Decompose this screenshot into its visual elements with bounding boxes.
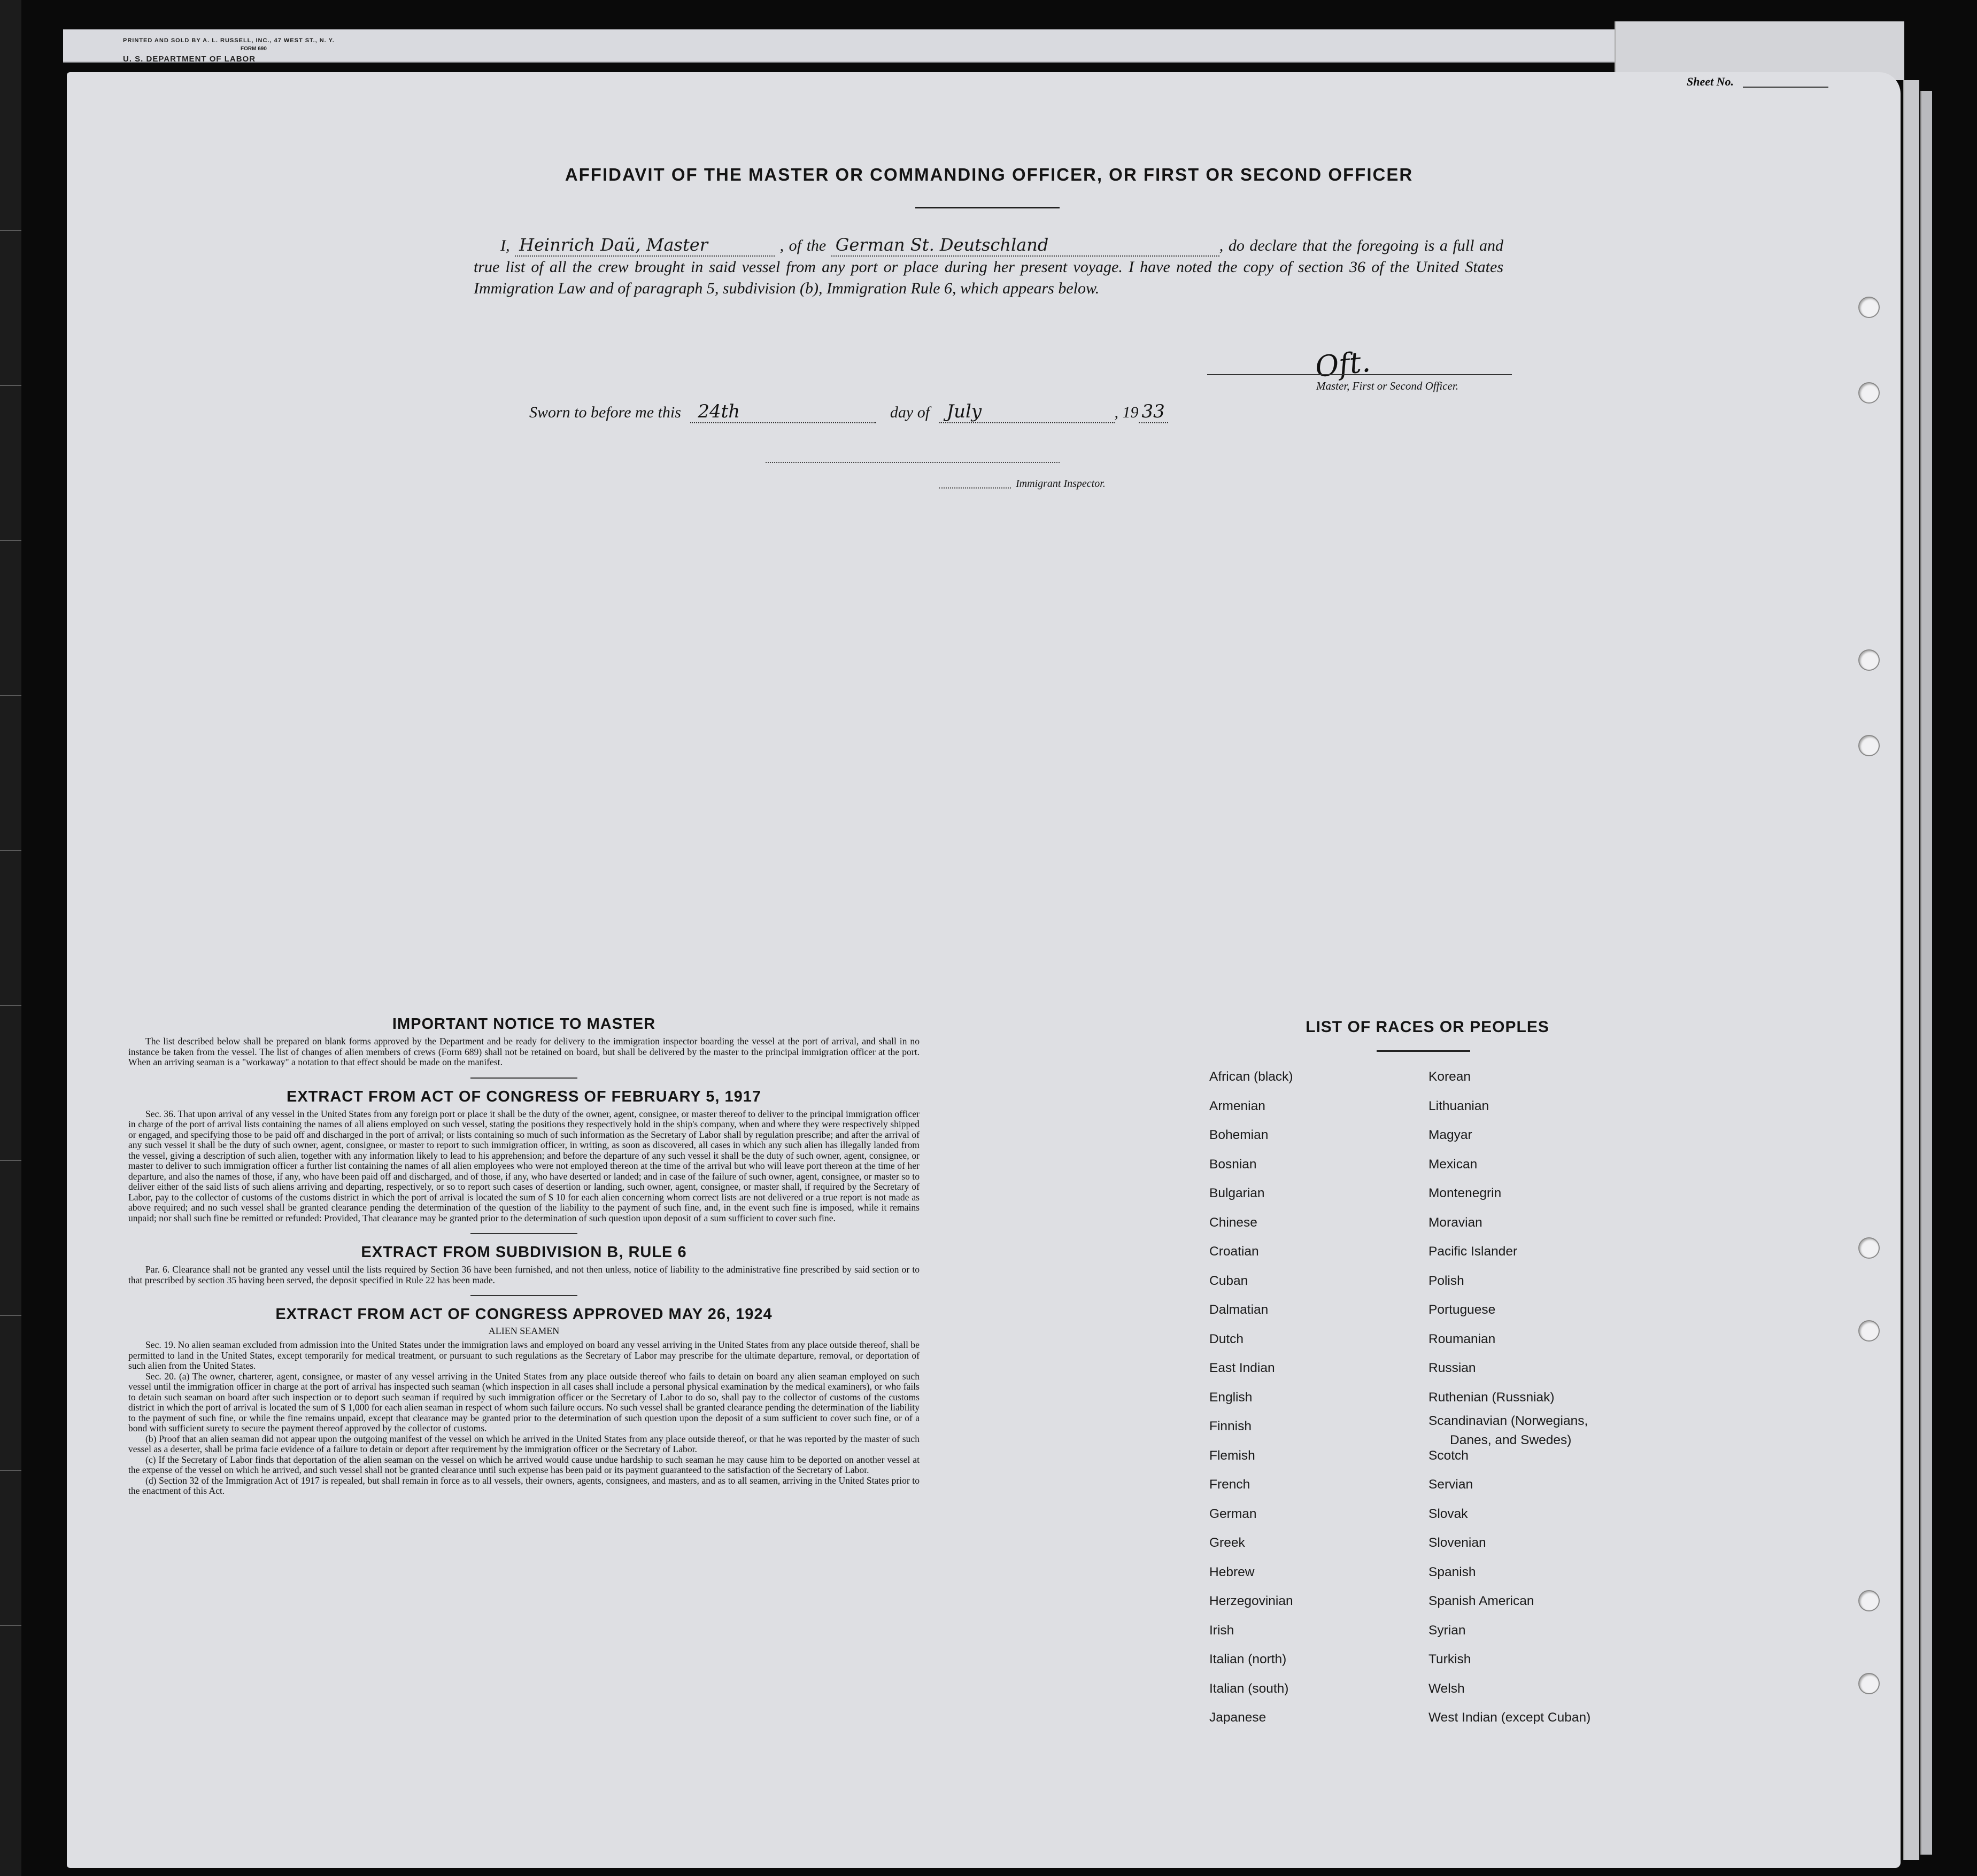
sworn-month-field: July (939, 401, 1115, 423)
races-rule (1377, 1050, 1470, 1052)
title-rule (915, 207, 1060, 208)
race-item: Welsh (1428, 1681, 1465, 1696)
extract-rule6-title: EXTRACT FROM SUBDIVISION B, RULE 6 (361, 1244, 687, 1261)
race-item: Greek (1209, 1536, 1245, 1550)
sec-20a-paragraph: Sec. 20. (a) The owner, charterer, agent, consignee, or master of any vessel arriving in the United States from any place outside thereof who fails to detain on board any alien seaman employed on such vessel until the immigration officer in charge at the port of arrival has inspected such seaman (which inspection in all cases shall include a personal physical examination by the medical examiners), or who fails to detain such seaman on board after such inspection or to deport such seaman if required by such immigration officer or the Secretary of Labor to do so, shall pay to the collector of customs of the customs district in which the port of arrival is located the sum of $ 1,000 for each alien seaman in respect of whom such failure occurs. No such vessel shall be granted clearance pending the determination of the liability to the payment of such fine, or while the fine remains unpaid, except that clearance may be granted prior to the determination of such question upon the deposit of a sum sufficient to cover such fine, or of a bond with sufficient surety to secure the payment thereof approved by the collector of customs. (128, 1370, 920, 1433)
sworn-line (529, 401, 1168, 423)
race-item: Lithuanian (1428, 1098, 1489, 1113)
notices-column (128, 1015, 920, 1497)
race-item: Dalmatian (1209, 1303, 1269, 1317)
extract-1924-title: EXTRACT FROM ACT OF CONGRESS APPROVED MAY 26, 1924 (275, 1306, 773, 1323)
left-dark-margin (0, 0, 21, 1876)
inspector-label: Immigrant Inspector. (1016, 478, 1106, 490)
inspector-dots (939, 487, 1011, 489)
punch-hole (1858, 1237, 1880, 1259)
margin-rule (0, 1470, 21, 1471)
race-item: Spanish (1428, 1564, 1476, 1579)
punch-hole (1858, 649, 1880, 671)
section-rule (470, 1295, 577, 1296)
race-item: Dutch (1209, 1331, 1244, 1346)
sheet-no-field (1743, 87, 1828, 88)
race-item: Turkish (1428, 1652, 1471, 1666)
margin-rule (0, 850, 21, 851)
margin-rule (0, 695, 21, 696)
race-item: Moravian (1428, 1215, 1482, 1230)
race-item: Mexican (1428, 1157, 1478, 1172)
inspector-signature-line (766, 462, 1060, 463)
race-item: Scandinavian (Norwegians, (1428, 1414, 1588, 1428)
race-item: Slovak (1428, 1506, 1468, 1521)
sworn-day-field: 24th (690, 401, 876, 423)
race-item: African (black) (1209, 1069, 1293, 1084)
race-item: German (1209, 1506, 1257, 1521)
race-item: Flemish (1209, 1448, 1255, 1463)
alien-seamen-subtitle: ALIEN SEAMEN (488, 1325, 560, 1336)
race-item: Russian (1428, 1361, 1476, 1375)
extract-1924-text (128, 1340, 920, 1497)
section-rule (470, 1077, 577, 1079)
race-item: Italian (south) (1209, 1681, 1289, 1696)
do-declare-label: , do declare (1219, 237, 1298, 254)
officer-signature: Oft. (1313, 344, 1372, 384)
race-item: Pacific Islander (1428, 1244, 1518, 1259)
race-item: English (1209, 1390, 1253, 1405)
affidavit-statement (474, 234, 1503, 299)
margin-rule (0, 1160, 21, 1161)
punch-hole (1858, 297, 1880, 318)
punch-hole (1858, 382, 1880, 404)
affidavit-title: AFFIDAVIT OF THE MASTER OR COMMANDING OFFICER, OR FIRST OR SECOND OFFICER (565, 165, 1414, 184)
of-the-label: , of the (779, 237, 827, 254)
form-number: FORM 690 (241, 46, 267, 52)
race-item: Danes, and Swedes) (1450, 1433, 1572, 1447)
race-item: Scotch (1428, 1448, 1469, 1463)
race-item: Chinese (1209, 1215, 1257, 1230)
extract-rule6-text (128, 1265, 920, 1285)
back-sheet-tab (1615, 21, 1904, 80)
races-title: LIST OF RACES OR PEOPLES (1306, 1018, 1549, 1036)
race-item: Syrian (1428, 1623, 1466, 1638)
affidavit-page (67, 72, 1901, 1868)
race-item: Spanish American (1428, 1594, 1534, 1608)
race-item: Croatian (1209, 1244, 1259, 1259)
punch-hole (1858, 1320, 1880, 1342)
punch-hole (1858, 1590, 1880, 1611)
day-of-label: day of (890, 404, 930, 421)
sec-20c-paragraph: (c) If the Secretary of Labor finds that deportation of the alien seaman on the vessel on which he arrived would cause undue hardship to such seaman he may cause him to be deported on another vessel at the expense of the vessel on which he arrived, and such vessel shall not be granted clearance until such expense has been paid or its payment guaranteed to the satisfaction of the Secretary of Labor. (128, 1454, 920, 1475)
extract-1917-title: EXTRACT FROM ACT OF CONGRESS OF FEBRUARY 5, 1917 (286, 1088, 762, 1105)
sworn-label: Sworn to before me this (529, 404, 681, 421)
par-6-paragraph: Par. 6. Clearance shall not be granted any vessel until the lists required by Section 36 have been furnished, and not then unless, notice of liability to the administrative fine prescribed by said section or to that prescribed by section 35 having been served, the deposit specified in Rule 22 has been made. (128, 1264, 920, 1285)
year-field: 33 (1139, 401, 1168, 423)
notice-title: IMPORTANT NOTICE TO MASTER (392, 1015, 656, 1033)
race-item: Italian (north) (1209, 1652, 1287, 1666)
race-item: Roumanian (1428, 1331, 1496, 1346)
race-item: Finnish (1209, 1419, 1252, 1433)
affidavit-body: that the foregoing is a full and true list of all the crew brought in said vessel from any port or place during her present voyage. I have noted the copy of section 36 of the United States Immigration Law and of paragraph 5, subdivision (b), Immigration Rule 6, which appears below. (474, 237, 1504, 297)
margin-rule (0, 1315, 21, 1316)
extract-1917-text (128, 1109, 920, 1224)
punch-hole (1858, 1673, 1880, 1694)
margin-rule (0, 230, 21, 231)
margin-rule (0, 1005, 21, 1006)
race-item: Montenegrin (1428, 1186, 1502, 1200)
race-item: Portuguese (1428, 1303, 1496, 1317)
race-item: Hebrew (1209, 1564, 1255, 1579)
race-item: Bulgarian (1209, 1186, 1265, 1200)
back-sheet (63, 29, 1624, 63)
race-item: Herzegovinian (1209, 1594, 1293, 1608)
signature-line (1207, 374, 1512, 375)
notice-paragraph: The list described below shall be prepared on blank forms approved by the Department and be ready for delivery to the immigration inspector boarding the vessel at the port of arrival, and shall in no instance be taken from the vessel. The list of changes of alien members of crews (Form 689) shall not be retained on board, but shall be delivered by the master to the principal immigration officer at the port. When an arriving seaman is a "workaway" a notation to that effect should be made on the manifest. (128, 1036, 920, 1067)
margin-rule (0, 1625, 21, 1626)
race-item: East Indian (1209, 1361, 1275, 1375)
i-label: I, (500, 237, 510, 254)
race-item: Irish (1209, 1623, 1234, 1638)
race-item: Servian (1428, 1477, 1473, 1492)
race-item: Bohemian (1209, 1128, 1269, 1142)
department-name: U. S. DEPARTMENT OF LABOR (123, 55, 256, 64)
margin-rule (0, 385, 21, 386)
sec-20d-paragraph: (d) Section 32 of the Immigration Act of 1917 is repealed, but shall remain in force as to all vessels, their owners, agents, consignees, and masters, and as to all seamen, arriving in the United States prior to the enactment of this Act. (128, 1475, 920, 1496)
race-item: West Indian (except Cuban) (1428, 1710, 1591, 1725)
page-edge (1903, 80, 1919, 1860)
punch-hole (1858, 735, 1880, 756)
sheet-no-label: Sheet No. (1687, 75, 1734, 88)
race-item: Bosnian (1209, 1157, 1257, 1172)
page-edge (1920, 91, 1932, 1855)
race-item: Ruthenian (Russniak) (1428, 1390, 1555, 1405)
sec-36-paragraph: Sec. 36. That upon arrival of any vessel in the United States from any foreign port or place it shall be the duty of the owner, agent, consignee, or master thereof to deliver to the principal immigration officer in charge of the port of arrival lists containing the names of all aliens employed on such vessel, stating the positions they respectively hold in the ship's company, when and where they were respectively shipped or engaged, and specifying those to be paid off and discharged in the port of arrival; or lists containing so much of such information as the Secretary of Labor shall by regulation prescribe; and after the arrival of any such vessel it shall be the duty of such owner, agent, consignee, or master to report to such immigration officer, in writing, as soon as discovered, all cases in which any such alien has illegally landed from the vessel, giving a description of such alien, together with any information likely to lead to his apprehension; and before the departure of any such vessel it shall be the duty of such owner, agent, consignee, or master to deliver to such immigration officer a further list containing the names of all alien employees who were not employed thereon at the time of the arrival but who will leave port thereon at the time of her departure, and also the names of those, if any, who have been paid off and discharged, and of those, if any, who have deserted or landed; and in case of the failure of such owner, agent, consignee, or master so to deliver either of the said lists of such aliens arriving and departing, respectively, or so to report such cases of desertion or landing, such owner, agent, consignee, or master shall, if required by the Secretary of Labor, pay to the collector of customs of the customs district in which the port of arrival is located the sum of $ 10 for each alien concerning whom correct lists are not delivered or a true report is not made as above required; and no such vessel shall be granted clearance pending the determination of the question of the liability to the payment of such fine, and, in the event such fine is imposed, while it remains unpaid; nor shall such fine be remitted or refunded: Provided, That clearance may be granted prior to the determination of such question upon deposit of a sum sufficient to cover such fine. (128, 1108, 920, 1223)
race-item: Korean (1428, 1069, 1471, 1084)
race-item: Polish (1428, 1273, 1464, 1288)
vessel-name-field: German St. Deutschland (831, 234, 1219, 257)
margin-rule (0, 540, 21, 541)
race-item: Cuban (1209, 1273, 1248, 1288)
notice-text (128, 1036, 920, 1068)
race-item: Armenian (1209, 1098, 1265, 1113)
signature-label: Master, First or Second Officer. (1316, 379, 1458, 392)
sec-19-paragraph: Sec. 19. No alien seaman excluded from admission into the United States under the immigration laws and employed on board any vessel arriving in the United States from any place outside thereof, shall be permitted to land in the United States, except temporarily for medical treatment, or pursuant to such regulations as the Secretary of Labor may prescribe for the ultimate departure, removal, or deportation of such alien from the United States. (128, 1339, 920, 1371)
race-item: French (1209, 1477, 1250, 1492)
printer-credit: PRINTED AND SOLD BY A. L. RUSSELL, INC., 47 WEST ST., N. Y. (123, 37, 335, 44)
sec-20b-paragraph: (b) Proof that an alien seaman did not appear upon the outgoing manifest of the vessel on which he arrived in the United States from any place outside thereof, or that he was reported by the master of such vessel as a deserter, shall be prima facie evidence of a failure to detain or deport after requirement by the immigration officer or the Secretary of Labor. (128, 1433, 920, 1454)
race-item: Japanese (1209, 1710, 1266, 1725)
race-item: Slovenian (1428, 1536, 1486, 1550)
master-name-field: Heinrich Daü, Master (515, 234, 775, 257)
race-item: Magyar (1428, 1128, 1472, 1142)
year-prefix: , 19 (1114, 404, 1139, 421)
section-rule (470, 1233, 577, 1234)
